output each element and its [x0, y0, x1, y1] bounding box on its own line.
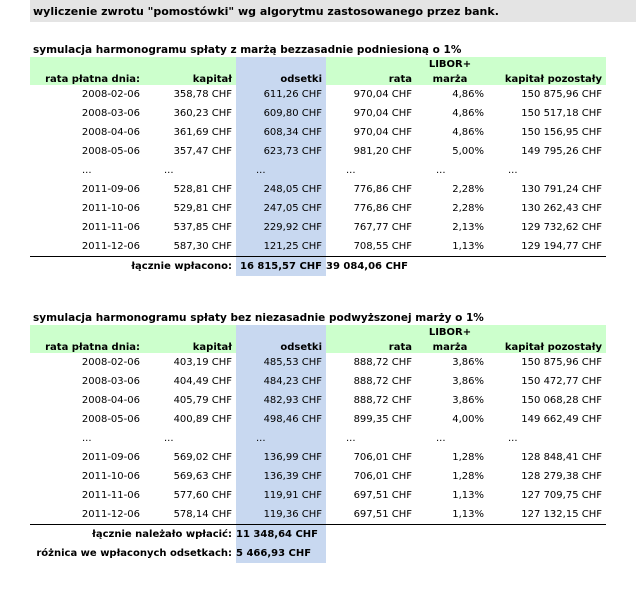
- table-row: [30, 448, 606, 467]
- pozostaly-header: kapitał pozostały: [488, 338, 606, 353]
- libor-cell: 2,28%: [452, 203, 484, 214]
- date-cell: ...: [82, 433, 92, 444]
- kapital-cell: 577,60 CHF: [173, 490, 232, 501]
- date-cell: 2008-02-06: [81, 357, 140, 368]
- table-row: [30, 199, 606, 218]
- date-cell: 2011-11-06: [81, 222, 140, 233]
- odsetki-cell: 136,99 CHF: [236, 448, 326, 467]
- libor-cell: 3,86%: [452, 376, 484, 387]
- pozostaly-cell: 129 194,77 CHF: [488, 237, 606, 257]
- table-row: [30, 486, 606, 505]
- table-row: [30, 505, 606, 525]
- date-cell: 2008-04-06: [81, 395, 140, 406]
- date-cell: 2008-03-06: [81, 108, 140, 119]
- libor-cell: 5,00%: [452, 146, 484, 157]
- table-header-row: [30, 338, 606, 353]
- rata-cell: 899,35 CHF: [353, 414, 412, 425]
- date-cell: 2008-05-06: [81, 146, 140, 157]
- libor-cell: 4,86%: [452, 108, 484, 119]
- date-cell: 2011-09-06: [81, 452, 140, 463]
- pozostaly-cell: 128 279,38 CHF: [521, 471, 602, 482]
- date-header: rata płatna dnia:: [30, 70, 144, 85]
- table-header-row-top: [30, 325, 606, 338]
- rata-header: rata: [326, 70, 416, 85]
- kapital-cell: 529,81 CHF: [173, 203, 232, 214]
- table-row: [30, 467, 606, 486]
- libor-cell: ...: [436, 165, 446, 176]
- date-cell: 2008-04-06: [81, 127, 140, 138]
- odsetki-cell: 119,36 CHF: [236, 505, 326, 525]
- rata-cell: 708,55 CHF: [326, 237, 416, 257]
- pozostaly-cell: 128 848,41 CHF: [521, 452, 602, 463]
- kapital-cell: 587,30 CHF: [144, 237, 236, 257]
- table-1-title: symulacja harmonogramu spłaty z marżą bezzasadnie podniesioną o 1%: [33, 44, 462, 56]
- rata-cell: 888,72 CHF: [353, 395, 412, 406]
- odsetki-cell: 247,05 CHF: [236, 199, 326, 218]
- kapital-cell: 357,47 CHF: [173, 146, 232, 157]
- odsetki-cell: 248,05 CHF: [236, 180, 326, 199]
- table-row: [30, 372, 606, 391]
- pozostaly-cell: 149 795,26 CHF: [521, 146, 602, 157]
- date-header: rata płatna dnia:: [30, 338, 144, 353]
- kapital-cell: 537,85 CHF: [173, 222, 232, 233]
- date-cell: ...: [82, 165, 92, 176]
- table-header-row: [30, 70, 606, 85]
- kapital-header: kapitał: [144, 338, 236, 353]
- table-row: [30, 180, 606, 199]
- rata-cell: ...: [346, 165, 356, 176]
- libor-cell: 1,13%: [416, 237, 488, 257]
- table-row: [30, 161, 606, 180]
- pozostaly-cell: 150 472,77 CHF: [521, 376, 602, 387]
- kapital-cell: ...: [164, 433, 174, 444]
- kapital-cell: 404,49 CHF: [173, 376, 232, 387]
- kapital-cell: 403,19 CHF: [173, 357, 232, 368]
- rata-cell: 767,77 CHF: [353, 222, 412, 233]
- pozostaly-cell: 150 517,18 CHF: [521, 108, 602, 119]
- total-rata: 39 084,06 CHF: [326, 261, 409, 272]
- odsetki-cell: 608,34 CHF: [236, 123, 326, 142]
- kapital-cell: 569,02 CHF: [173, 452, 232, 463]
- odsetki-cell: 229,92 CHF: [236, 218, 326, 237]
- odsetki-cell: 482,93 CHF: [236, 391, 326, 410]
- pozostaly-cell: 150 068,28 CHF: [521, 395, 602, 406]
- odsetki-cell: 498,46 CHF: [236, 410, 326, 429]
- odsetki-cell: 119,91 CHF: [236, 486, 326, 505]
- rata-cell: 970,04 CHF: [353, 89, 412, 100]
- libor-cell: 4,86%: [452, 89, 484, 100]
- pozostaly-cell: 130 262,43 CHF: [521, 203, 602, 214]
- kapital-cell: 405,79 CHF: [173, 395, 232, 406]
- odsetki-cell: ...: [236, 161, 326, 180]
- rata-cell: 776,86 CHF: [353, 203, 412, 214]
- rata-cell: 970,04 CHF: [353, 127, 412, 138]
- rata-cell: 970,04 CHF: [353, 108, 412, 119]
- rata-cell: 776,86 CHF: [353, 184, 412, 195]
- table-row: [30, 237, 606, 257]
- libor-header-top: LIBOR+: [416, 57, 488, 70]
- pozostaly-cell: ...: [508, 433, 518, 444]
- difference-odsetki: 5 466,93 CHF: [236, 544, 326, 563]
- libor-header-top: LIBOR+: [416, 325, 488, 338]
- libor-cell: 1,28%: [452, 452, 484, 463]
- kapital-cell: ...: [164, 165, 174, 176]
- total-label: łącznie należało wpłacić:: [92, 529, 232, 540]
- odsetki-header: odsetki: [236, 70, 326, 85]
- page-title: wyliczenie zwrotu "pomostówki" wg algorytmu zastosowanego przez bank.: [30, 0, 636, 22]
- pozostaly-cell: 150 156,95 CHF: [521, 127, 602, 138]
- difference-label: różnica we wpłaconych odsetkach:: [36, 548, 232, 559]
- table-row: [30, 429, 606, 448]
- libor-header-bottom: marża: [416, 70, 488, 85]
- date-cell: 2011-11-06: [81, 490, 140, 501]
- table-2-title: symulacja harmonogramu spłaty bez niezasadnie podwyższonej marży o 1%: [33, 312, 484, 324]
- odsetki-cell: ...: [236, 429, 326, 448]
- kapital-cell: 361,69 CHF: [173, 127, 232, 138]
- table-row: [30, 123, 606, 142]
- kapital-cell: 528,81 CHF: [173, 184, 232, 195]
- kapital-cell: 578,14 CHF: [144, 505, 236, 525]
- total-odsetki: 11 348,64 CHF: [236, 525, 326, 545]
- kapital-cell: 569,63 CHF: [173, 471, 232, 482]
- date-cell: 2008-03-06: [81, 376, 140, 387]
- rata-header: rata: [326, 338, 416, 353]
- rata-cell: 888,72 CHF: [353, 376, 412, 387]
- odsetki-cell: 609,80 CHF: [236, 104, 326, 123]
- pozostaly-header: kapitał pozostały: [488, 70, 606, 85]
- total-label: łącznie wpłacono:: [131, 261, 232, 272]
- table-row: [30, 410, 606, 429]
- kapital-header: kapitał: [144, 70, 236, 85]
- rata-cell: 706,01 CHF: [353, 471, 412, 482]
- odsetki-cell: 484,23 CHF: [236, 372, 326, 391]
- odsetki-header: odsetki: [236, 338, 326, 353]
- libor-cell: 1,13%: [452, 490, 484, 501]
- pozostaly-cell: 127 132,15 CHF: [488, 505, 606, 525]
- table-row: [30, 142, 606, 161]
- libor-cell: 4,86%: [452, 127, 484, 138]
- date-cell: 2008-02-06: [81, 89, 140, 100]
- odsetki-cell: 136,39 CHF: [236, 467, 326, 486]
- table-row: [30, 353, 606, 372]
- libor-cell: ...: [436, 433, 446, 444]
- date-cell: 2011-10-06: [81, 471, 140, 482]
- pozostaly-cell: 127 709,75 CHF: [521, 490, 602, 501]
- libor-cell: 3,86%: [452, 357, 484, 368]
- date-cell: 2011-12-06: [30, 237, 144, 257]
- difference-row: [30, 544, 606, 563]
- table-header-row-top: [30, 57, 606, 70]
- date-cell: 2011-12-06: [30, 505, 144, 525]
- rata-cell: ...: [346, 433, 356, 444]
- date-cell: 2011-10-06: [81, 203, 140, 214]
- total-row: [30, 257, 606, 277]
- pozostaly-cell: 149 662,49 CHF: [521, 414, 602, 425]
- table-row: [30, 104, 606, 123]
- libor-cell: 2,28%: [452, 184, 484, 195]
- pozostaly-cell: 129 732,62 CHF: [521, 222, 602, 233]
- total-row: [30, 525, 606, 545]
- table-row: [30, 391, 606, 410]
- pozostaly-cell: ...: [508, 165, 518, 176]
- pozostaly-cell: 130 791,24 CHF: [521, 184, 602, 195]
- rata-cell: 697,51 CHF: [326, 505, 416, 525]
- pozostaly-cell: 150 875,96 CHF: [521, 89, 602, 100]
- rata-cell: 888,72 CHF: [353, 357, 412, 368]
- odsetki-cell: 623,73 CHF: [236, 142, 326, 161]
- libor-cell: 3,86%: [452, 395, 484, 406]
- schedule-table-1: [30, 57, 606, 276]
- total-odsetki: 16 815,57 CHF: [236, 257, 326, 277]
- libor-cell: 1,28%: [452, 471, 484, 482]
- odsetki-cell: 611,26 CHF: [236, 85, 326, 104]
- table-row: [30, 218, 606, 237]
- schedule-table-2: [30, 325, 606, 563]
- rata-cell: 981,20 CHF: [353, 146, 412, 157]
- rata-cell: 706,01 CHF: [353, 452, 412, 463]
- libor-cell: 1,13%: [416, 505, 488, 525]
- table-row: [30, 85, 606, 104]
- libor-header-bottom: marża: [416, 338, 488, 353]
- pozostaly-cell: 150 875,96 CHF: [521, 357, 602, 368]
- date-cell: 2011-09-06: [81, 184, 140, 195]
- rata-cell: 697,51 CHF: [353, 490, 412, 501]
- kapital-cell: 400,89 CHF: [173, 414, 232, 425]
- kapital-cell: 360,23 CHF: [173, 108, 232, 119]
- odsetki-cell: 485,53 CHF: [236, 353, 326, 372]
- libor-cell: 4,00%: [452, 414, 484, 425]
- libor-cell: 2,13%: [452, 222, 484, 233]
- date-cell: 2008-05-06: [81, 414, 140, 425]
- odsetki-cell: 121,25 CHF: [236, 237, 326, 257]
- kapital-cell: 358,78 CHF: [173, 89, 232, 100]
